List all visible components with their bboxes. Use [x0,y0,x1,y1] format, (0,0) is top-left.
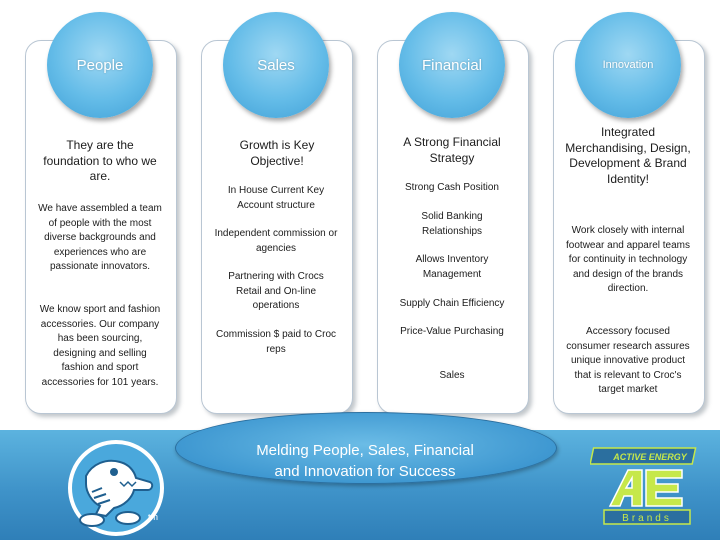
innovation-item-2: Accessory focused consumer research assures unique innovative product that is relevant to Croc's target market [566,326,690,395]
innovation-item-1: Work closely with internal footwear and apparel teams for continuity in technology and design of the brands direction. [566,225,690,294]
financial-item-1: Strong Cash Position [405,182,499,193]
sales-item-1: In House Current Key Account structure [227,185,325,211]
tagline-text [175,440,555,482]
brand-bottom-text: Brands [622,513,672,524]
financial-item-2: Solid Banking Relationships [421,211,483,237]
croc-logo-icon [62,436,174,538]
people-item-1: We have assembled a team of people with the most diverse backgrounds and experiences who are passionate innovators. [38,203,162,272]
innovation-title: Innovation [602,59,654,71]
financial-item-6: Sales [439,370,465,381]
financial-heading: A Strong Financial Strategy [403,135,501,165]
people-title: People [76,56,124,74]
financial-item-3: Allows Inventory Management [415,254,489,280]
sales-item-4: Commission $ paid to Croc reps [215,329,337,355]
active-energy-brands-logo-icon [590,446,700,528]
sales-title: Sales [257,56,295,74]
innovation-heading: Integrated Merchandising, Design, Development & Brand Identity! [565,125,691,186]
sales-item-2: Independent commission or agencies [214,228,338,254]
tagline-line-2: and Innovation for Success [274,463,456,480]
brand-top-text: ACTIVE ENERGY [613,452,687,462]
people-heading: They are the foundation to who we are. [43,138,157,184]
financial-item-5: Price-Value Purchasing [400,326,504,337]
tagline-line-1: Melding People, Sales, Financial [256,442,474,459]
sales-heading: Growth is Key Objective! [239,138,315,168]
croc-tm-mark: tm [148,512,158,522]
people-item-2: We know sport and fashion accessories. Our company has been sourcing, designing and selling fashion and sport accessories for 101 years. [39,304,161,388]
financial-title: Financial [421,56,483,74]
financial-item-4: Supply Chain Efficiency [399,298,505,309]
sales-item-3: Partnering with Crocs Retail and On-line operations [228,271,324,311]
